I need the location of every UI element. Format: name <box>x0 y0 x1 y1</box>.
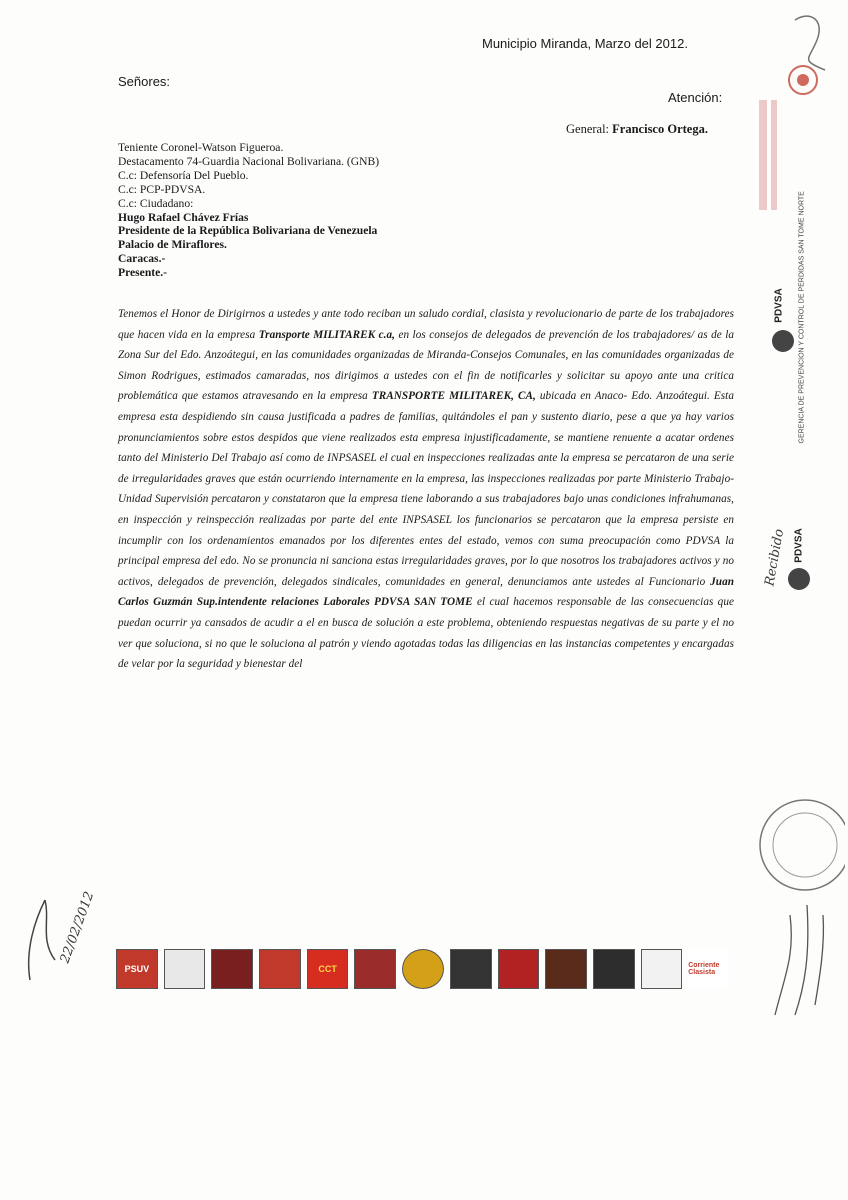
logo-label: Corriente Clasista <box>688 962 720 976</box>
pdvsa-stamp-2 <box>764 510 814 630</box>
addressee-line: Destacamento 74-Guardia Nacional Bolivariana. (GNB) <box>118 154 380 168</box>
greeting: Señores: <box>118 74 171 89</box>
pdvsa-label: PDVSA <box>773 288 785 323</box>
logo <box>211 949 253 989</box>
general-prefix: General: <box>566 122 610 136</box>
pdvsa-label: PDVSA <box>793 528 805 563</box>
handwritten-received: Recibido <box>762 527 788 588</box>
cct-logo: CCT <box>307 949 349 989</box>
pdvsa-stamp-1 <box>772 191 832 444</box>
corriente-clasista-logo <box>688 950 728 988</box>
addressee-line: Teniente Coronel-Watson Figueroa. <box>118 141 284 154</box>
handwriting-icon <box>815 915 823 1005</box>
pdvsa-department: GERENCIA DE PREVENCION Y CONTROL DE PERDIDAS SAN TOME NORTE <box>798 191 806 444</box>
psuv-logo: PSUV <box>116 949 158 989</box>
attention-recipient <box>566 122 708 137</box>
stamp-seal-center-icon <box>797 74 809 86</box>
logo <box>354 949 396 989</box>
body-text: en los consejos de delegados de prevención de los trabajadores/ as de la Zona Sur del Edo. Anzoátegui, en las comunidades organizadas de Miranda-Consejos Comunales, en las comunidades organizadas de Simon Rodrigues, estimados camaradas, nos dirigimos a ustedes con el fin de notificarles y solicitar su apoyo ante una critica problemática que estamos atravesando en la empresa <box>118 328 735 403</box>
pdvsa-logo-icon <box>788 568 810 590</box>
letter-body <box>118 304 734 675</box>
pdvsa-logo-icon <box>772 330 794 352</box>
addressee-line: Presidente de la República Bolivariana de Venezuela <box>118 224 378 238</box>
date-line: Municipio Miranda, Marzo del 2012. <box>482 36 688 51</box>
logo <box>641 949 683 989</box>
handwritten-date: 22/02/2012 <box>57 889 98 966</box>
organization-logos <box>116 948 728 990</box>
body-bold-company: Transporte MILITAREK c.a, <box>258 328 396 341</box>
addressee-block <box>118 141 618 280</box>
body-bold-official: Juan Carlos Guzmán Sup.intendente relaciones Laborales PDVSA SAN TOME <box>118 575 734 609</box>
handwriting-icon <box>775 915 791 1015</box>
addressee-line: C.c: Defensoría Del Pueblo. <box>118 168 249 182</box>
body-text: ubicada en Anaco- Edo. Anzoátegui. Esta empresa esta despidiendo sin causa justificada a padres de familias, quitándoles el pan y sustento diario, pese a que ya hay varios pronunciamientos sobre estos despidos que viene realizados esta empresa injustificadamente, se mantiene renuente a acatar ordenes tanto del Ministerio Del Trabajo así como de INPSASEL el cual en inspecciones realizadas ante la empresa se percataron de una serie de irregularidades graves que están ocurriendo internamente en la empresa, las inspecciones realizadas por parte Ministerio Trabajo-Unidad Supervisión percataron y constataron que la empresa tiene laborando a sus trabajadores bajo unas condiciones infrahumanas, en inspección y reinspección realizadas por parte del ente INPSASEL los funcionarios se percataron que la empresa persiste en incumplir con los ordenamientos emanados por los diferentes entes del estado, vemos con suma preocupación como PDVSA la principal empresa del edo. No se pronuncia ni sanciona estas irregularidades graves, por lo que nosotros los trabajadores activos y no activos, delegados de prevención, delegados sindicales, comunidades en general, denunciamos ante ustedes al Funcionario <box>118 390 734 588</box>
addressee-line: C.c: PCP-PDVSA. <box>118 182 206 196</box>
stamp-band <box>759 100 767 210</box>
body-bold-company: TRANSPORTE MILITAREK, CA, <box>371 390 536 403</box>
signature-icon <box>10 880 120 990</box>
signature-icon <box>795 16 825 70</box>
body-text: Tenemos el Honor de Dirigirnos a ustedes y ante todo reciban un saludo cordial, clasista y revolucionario de parte de los trabajadores que hacen vida en la empresa <box>118 308 734 341</box>
logo <box>259 949 301 989</box>
addressee-line: Palacio de Miraflores. <box>118 238 227 252</box>
handwriting-icon <box>795 905 808 1015</box>
left-signature <box>10 880 120 990</box>
logo <box>164 949 206 989</box>
addressee-line: Presente.- <box>118 266 168 280</box>
addressee-line: C.c: Ciudadano: <box>118 196 194 210</box>
seal-inner-ring-icon <box>773 813 837 877</box>
handwritten-notes <box>765 895 845 1025</box>
logo <box>402 949 444 989</box>
attention-label: Atención: <box>668 90 723 105</box>
addressee-line: Caracas.- <box>118 252 166 266</box>
body-text: el cual hacemos responsable de las consecuencias que puedan ocurrir ya cansados de acudir a el en busca de solución a este problema, obteniendo respuestas negativas de su parte y el no ver que soluciona, si no que le soluciona al patrón y viendo agotadas todas las diligencias en las instancias competentes y encargadas de velar por la seguridad y bienestar del <box>118 596 734 671</box>
addressee-line: Hugo Rafael Chávez Frías <box>118 210 249 224</box>
stamp-band <box>771 100 777 210</box>
logo <box>498 949 540 989</box>
logo <box>450 949 492 989</box>
circular-seal <box>745 790 845 900</box>
logo <box>545 949 587 989</box>
logo <box>593 949 635 989</box>
general-name: Francisco Ortega. <box>612 122 708 136</box>
